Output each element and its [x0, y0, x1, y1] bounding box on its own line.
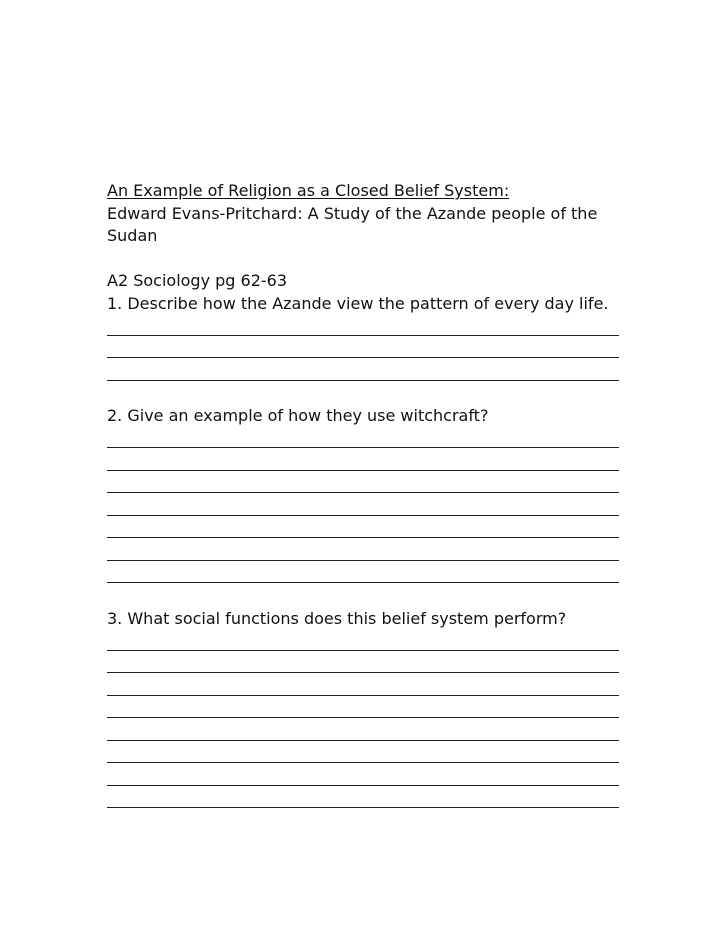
answer-line[interactable]	[107, 338, 619, 361]
question-3-answer-lines	[107, 630, 619, 810]
answer-line[interactable]	[107, 428, 619, 451]
worksheet	[107, 180, 619, 810]
spacer	[107, 585, 619, 608]
answer-line[interactable]	[107, 765, 619, 788]
answer-line[interactable]	[107, 675, 619, 698]
question-1-answer-lines	[107, 315, 619, 383]
answer-line[interactable]	[107, 653, 619, 676]
answer-line[interactable]	[107, 518, 619, 541]
question-1	[107, 293, 619, 383]
answer-line[interactable]	[107, 540, 619, 563]
answer-line[interactable]	[107, 450, 619, 473]
question-3	[107, 608, 619, 811]
question-2	[107, 405, 619, 585]
answer-line[interactable]	[107, 563, 619, 586]
question-3-text: 3. What social functions does this belief system perform?	[107, 608, 567, 628]
answer-line[interactable]	[107, 788, 619, 811]
textbook-reference: A2 Sociology pg 62-63	[107, 271, 288, 290]
answer-line[interactable]	[107, 315, 619, 338]
spacer	[107, 383, 619, 406]
answer-line[interactable]	[107, 743, 619, 766]
answer-line[interactable]	[107, 698, 619, 721]
subtitle-line-1: Edward Evans-Pritchard: A Study of the Azande people of the	[107, 203, 598, 223]
spacer	[107, 248, 619, 271]
answer-line[interactable]	[107, 473, 619, 496]
subtitle-line-2: Sudan	[107, 226, 158, 245]
answer-line[interactable]	[107, 360, 619, 383]
answer-line[interactable]	[107, 630, 619, 653]
question-2-answer-lines	[107, 428, 619, 586]
answer-line[interactable]	[107, 495, 619, 518]
question-1-text: 1. Describe how the Azande view the pattern of every day life.	[107, 293, 609, 313]
answer-line[interactable]	[107, 720, 619, 743]
worksheet-title: An Example of Religion as a Closed Belief System:	[107, 181, 510, 200]
question-2-text: 2. Give an example of how they use witchcraft?	[107, 406, 489, 425]
